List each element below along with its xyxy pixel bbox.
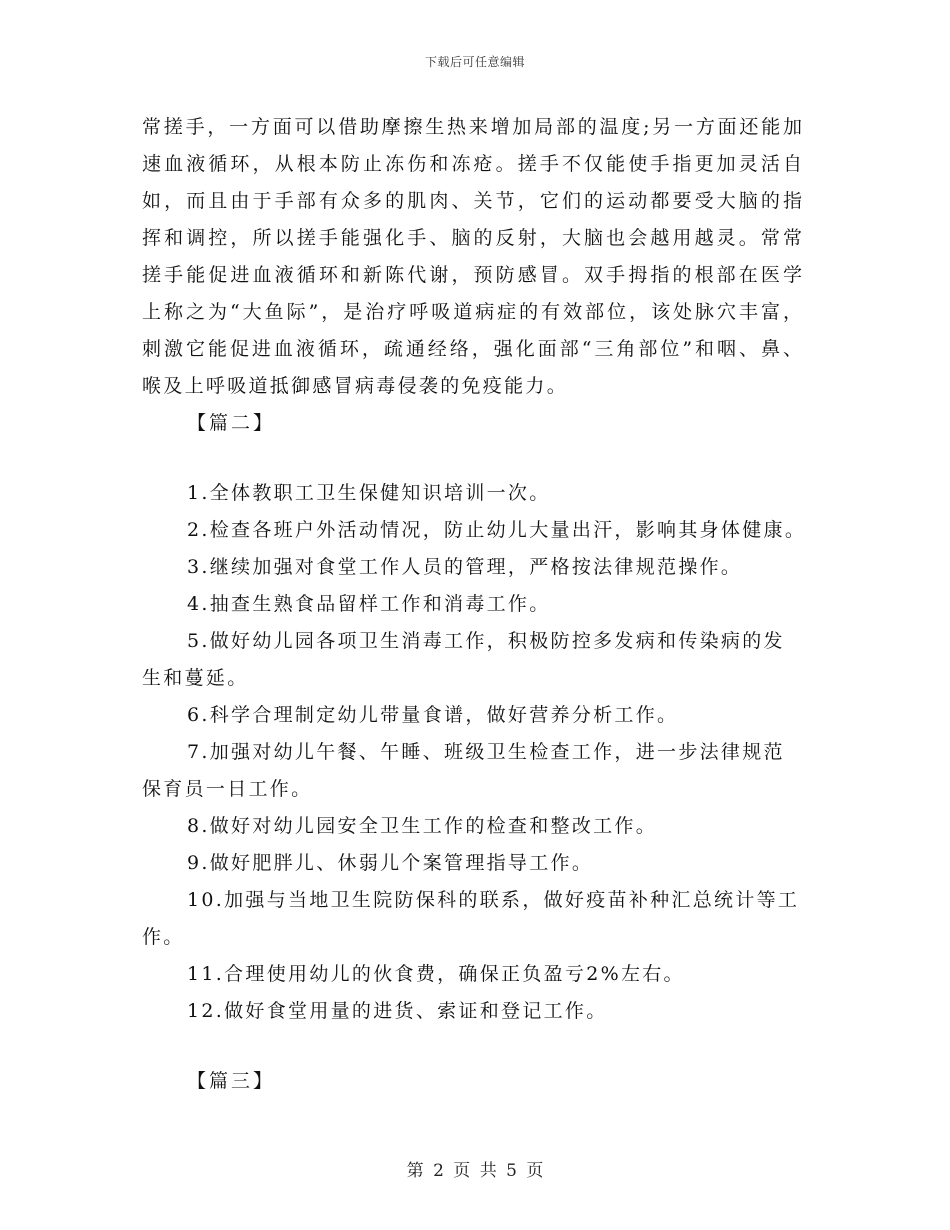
list-item-continuation: 保育员一日工作。 — [142, 778, 313, 800]
list-item: 1.全体教职工卫生保健知识培训一次。 — [187, 482, 551, 504]
paragraph-line: 搓手能促进血液循环和新陈代谢，预防感冒。双手拇指的根部在医学 — [142, 264, 802, 286]
section-heading-3: 【篇三】 — [187, 1070, 276, 1092]
list-item: 5.做好幼儿园各项卫生消毒工作，积极防控多发病和传染病的发 — [187, 630, 785, 652]
paragraph-line: 喉及上呼吸道抵御感冒病毒侵袭的免疫能力。 — [142, 375, 569, 397]
paragraph-line: 挥和调控，所以搓手能强化手、脑的反射，大脑也会越用越灵。常常 — [142, 227, 802, 249]
page-header-note: 下载后可任意编辑 — [424, 55, 525, 69]
list-item: 8.做好对幼儿园安全卫生工作的检查和整改工作。 — [187, 815, 658, 837]
list-item: 7.加强对幼儿午餐、午睡、班级卫生检查工作，进一步法律规范 — [187, 741, 785, 763]
paragraph-line: 上称之为“大鱼际”，是治疗呼吸道病症的有效部位，该处脉穴丰富， — [142, 301, 802, 323]
list-item: 3.继续加强对食堂工作人员的管理，严格按法律规范操作。 — [187, 556, 743, 578]
paragraph-line: 如，而且由于手部有众多的肌肉、关节，它们的运动都要受大脑的指 — [142, 190, 802, 212]
paragraph-line: 刺激它能促进血液循环，疏通经络，强化面部“三角部位”和咽、鼻、 — [142, 338, 802, 360]
paragraph-line: 常搓手，一方面可以借助摩擦生热来增加局部的温度;另一方面还能加 — [142, 116, 802, 138]
list-item: 2.检查各班户外活动情况，防止幼儿大量出汗，影响其身体健康。 — [187, 519, 807, 541]
list-item: 12.做好食堂用量的进货、索证和登记工作。 — [187, 1000, 608, 1022]
paragraph-line: 速血液循环，从根本防止冻伤和冻疮。搓手不仅能使手指更加灵活自 — [142, 153, 802, 175]
list-item: 11.合理使用幼儿的伙食费，确保正负盈亏2%左右。 — [187, 963, 685, 985]
list-item-continuation: 作。 — [142, 926, 185, 948]
list-item: 9.做好肥胖儿、休弱儿个案管理指导工作。 — [187, 852, 594, 874]
list-item: 4.抽查生熟食品留样工作和消毒工作。 — [187, 593, 551, 615]
list-item: 6.科学合理制定幼儿带量食谱，做好营养分析工作。 — [187, 704, 679, 726]
list-item: 10.加强与当地卫生院防保科的联系，做好疫苗补种汇总统计等工 — [187, 889, 800, 911]
list-item-continuation: 生和蔓延。 — [142, 667, 249, 689]
page-number-footer: 第 2 页 共 5 页 — [406, 1161, 544, 1181]
section-heading-2: 【篇二】 — [187, 412, 276, 434]
